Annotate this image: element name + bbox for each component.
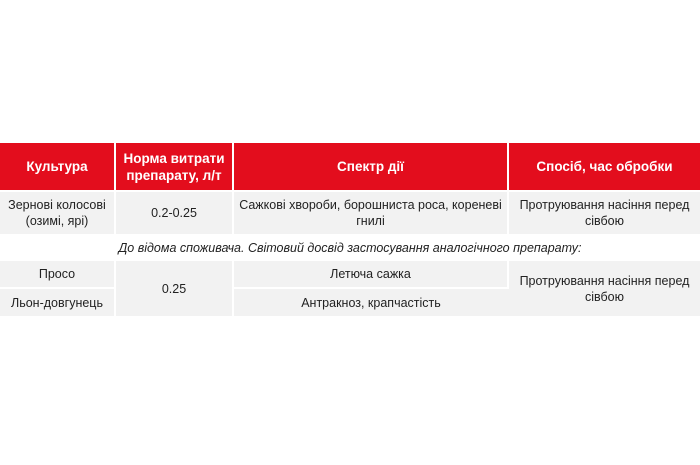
table-row <box>0 191 700 235</box>
product-table <box>0 143 700 318</box>
header-spectrum: Спектр дії <box>233 143 508 191</box>
table-header-row <box>0 143 700 191</box>
table-note-row <box>0 235 700 260</box>
cell-spectrum: Антракноз, крапчастість <box>233 288 508 317</box>
cell-spectrum: Сажкові хвороби, борошниста роса, кореневі гнилі <box>233 191 508 235</box>
cell-culture: Просо <box>0 260 115 288</box>
cell-method: Протруювання насіння перед сівбою <box>508 260 700 317</box>
table-row <box>0 260 700 288</box>
cell-culture: Зернові колосові (озимі, ярі) <box>0 191 115 235</box>
cell-rate: 0.25 <box>115 260 233 317</box>
header-culture: Культура <box>0 143 115 191</box>
cell-rate: 0.2-0.25 <box>115 191 233 235</box>
consumer-note: До відома споживача. Світовий досвід застосування аналогічного препарату: <box>0 235 700 260</box>
cell-method: Протруювання насіння перед сівбою <box>508 191 700 235</box>
cell-spectrum: Летюча сажка <box>233 260 508 288</box>
header-rate: Норма витрати препарату, л/т <box>115 143 233 191</box>
cell-culture: Льон-довгунець <box>0 288 115 317</box>
header-method: Спосіб, час обробки <box>508 143 700 191</box>
